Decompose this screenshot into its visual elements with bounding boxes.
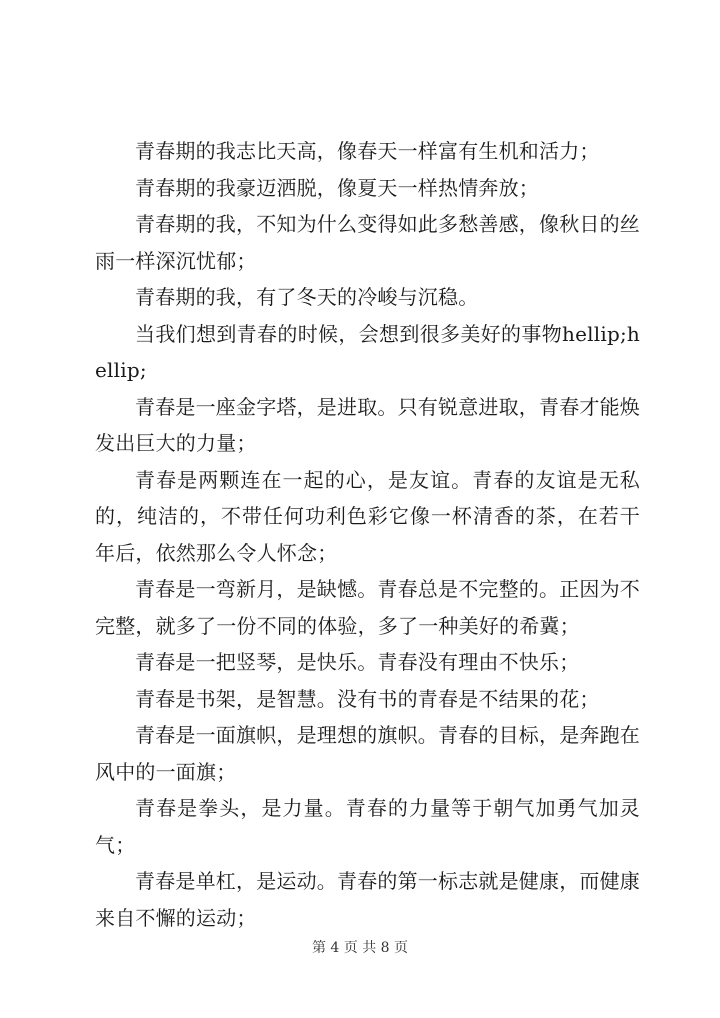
paragraph-8: 青春是一弯新月，是缺憾。青春总是不完整的。正因为不完整，就多了一份不同的体验，多了一种美好的希冀；: [95, 577, 640, 638]
paragraph-4: 青春期的我，有了冬天的冷峻与沉稳。: [135, 285, 479, 309]
paragraph-9: 青春是一把竖琴，是快乐。青春没有理由不快乐；: [135, 650, 580, 674]
paragraph-5: 当我们想到青春的时候，会想到很多美好的事物hellip;hellip;: [95, 321, 640, 382]
paragraph-3: 青春期的我，不知为什么变得如此多愁善感，像秋日的丝雨一样深沉忧郁；: [95, 212, 640, 273]
paragraph-7: 青春是两颗连在一起的心，是友谊。青春的友谊是无私的，纯洁的，不带任何功利色彩它像一杯清香的茶，在若干年后，依然那么令人怀念；: [95, 467, 640, 565]
paragraph-1: 青春期的我志比天高，像春天一样富有生机和活力；: [135, 139, 600, 163]
paragraph-11: 青春是一面旗帜，是理想的旗帜。青春的目标，是奔跑在风中的一面旗；: [95, 723, 640, 784]
paragraph-12: 青春是拳头，是力量。青春的力量等于朝气加勇气加灵气；: [95, 796, 640, 857]
paragraph-13: 青春是单杠，是运动。青春的第一标志就是健康，而健康来自不懈的运动；: [95, 869, 640, 930]
paragraph-10: 青春是书架，是智慧。没有书的青春是不结果的花；: [135, 686, 600, 711]
paragraph-6: 青春是一座金字塔，是进取。只有锐意进取，青春才能焕发出巨大的力量；: [95, 394, 640, 455]
page-number-footer: 第 4 页 共 8 页: [311, 940, 409, 956]
document-body: [95, 133, 640, 936]
paragraph-2: 青春期的我豪迈洒脱，像夏天一样热情奔放；: [135, 175, 539, 200]
